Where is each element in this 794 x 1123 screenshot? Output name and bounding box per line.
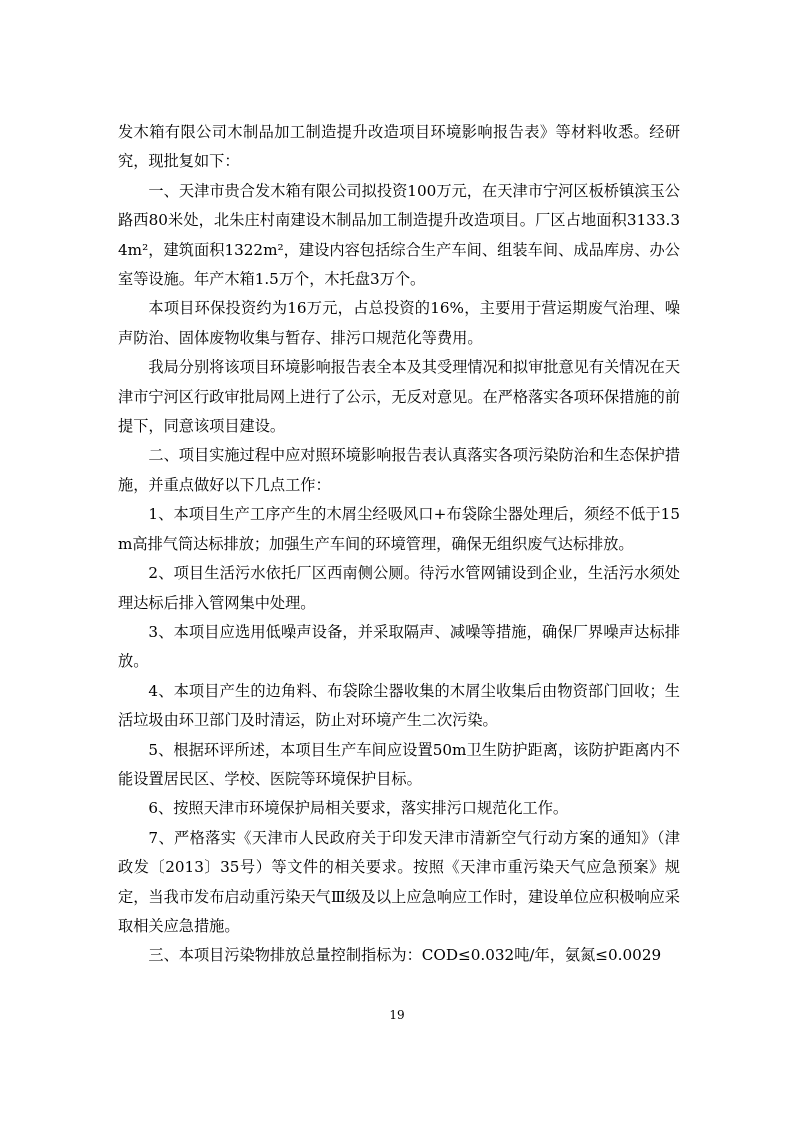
paragraph-investment: 本项目环保投资约为16万元，占总投资的16%，主要用于营运期废气治理、噪声防治、固体废物收集与暂存、排污口规范化等费用。: [118, 299, 680, 347]
paragraph-opening: 发木箱有限公司木制品加工制造提升改造项目环境影响报告表》等材料收悉。经研究，现批复如下：: [118, 123, 680, 171]
paragraph-section-3: 三、本项目污染物排放总量控制指标为：COD≤0.032吨/年，氨氮≤0.0029: [148, 946, 662, 965]
paragraph-item-3: 3、本项目应选用低噪声设备，并采取隔声、减噪等措施，确保厂界噪声达标排放。: [118, 622, 680, 671]
paragraph-item-5: 5、根据环评所述，本项目生产车间应设置50m卫生防护距离，该防护距离内不能设置居民区、学校、医院等环境保护目标。: [118, 740, 680, 788]
paragraph-item-4: 4、本项目产生的边角料、布袋除尘器收集的木屑尘收集后由物资部门回收；生活垃圾由环卫部门及时清运，防止对环境产生二次污染。: [118, 681, 680, 730]
paragraph-item-1: 1、本项目生产工序产生的木屑尘经吸风口+布袋除尘器处理后，须经不低于15m高排气筒达标排放；加强生产车间的环境管理，确保无组织废气达标排放。: [118, 505, 680, 553]
paragraph-public-notice: 我局分别将该项目环境影响报告表全本及其受理情况和拟审批意见有关情况在天津市宁河区行政审批局网上进行了公示，无反对意见。在严格落实各项环保措施的前提下，同意该项目建设。: [118, 358, 680, 436]
paragraph-section-2: 二、项目实施过程中应对照环境影响报告表认真落实各项污染防治和生态保护措施，并重点做好以下几点工作：: [118, 446, 680, 494]
body-text: [118, 118, 680, 971]
paragraph-section-1: 一、天津市贵合发木箱有限公司拟投资100万元，在天津市宁河区板桥镇滨玉公路西80米处，北朱庄村南建设木制品加工制造提升改造项目。厂区占地面积3133.34m²，建筑面积1322m²，建设内容包括综合生产车间、组装车间、成品库房、办公室等设施。年产木箱1.5万个，木托盘3万个。: [118, 181, 680, 289]
page-number: 19: [389, 1008, 405, 1022]
paragraph-item-6: 6、按照天津市环境保护局相关要求，落实排污口规范化工作。: [148, 799, 569, 818]
paragraph-item-7: 7、严格落实《天津市人民政府关于印发天津市清新空气行动方案的通知》（津政发〔2013〕35号）等文件的相关要求。按照《天津市重污染天气应急预案》规定，当我市发布启动重污染天气Ⅲ级及以上应急响应工作时，建设单位应积极响应采取相关应急措施。: [118, 828, 680, 935]
paragraph-item-2: 2、项目生活污水依托厂区西南侧公厕。待污水管网铺设到企业，生活污水须处理达标后排入管网集中处理。: [118, 564, 680, 612]
